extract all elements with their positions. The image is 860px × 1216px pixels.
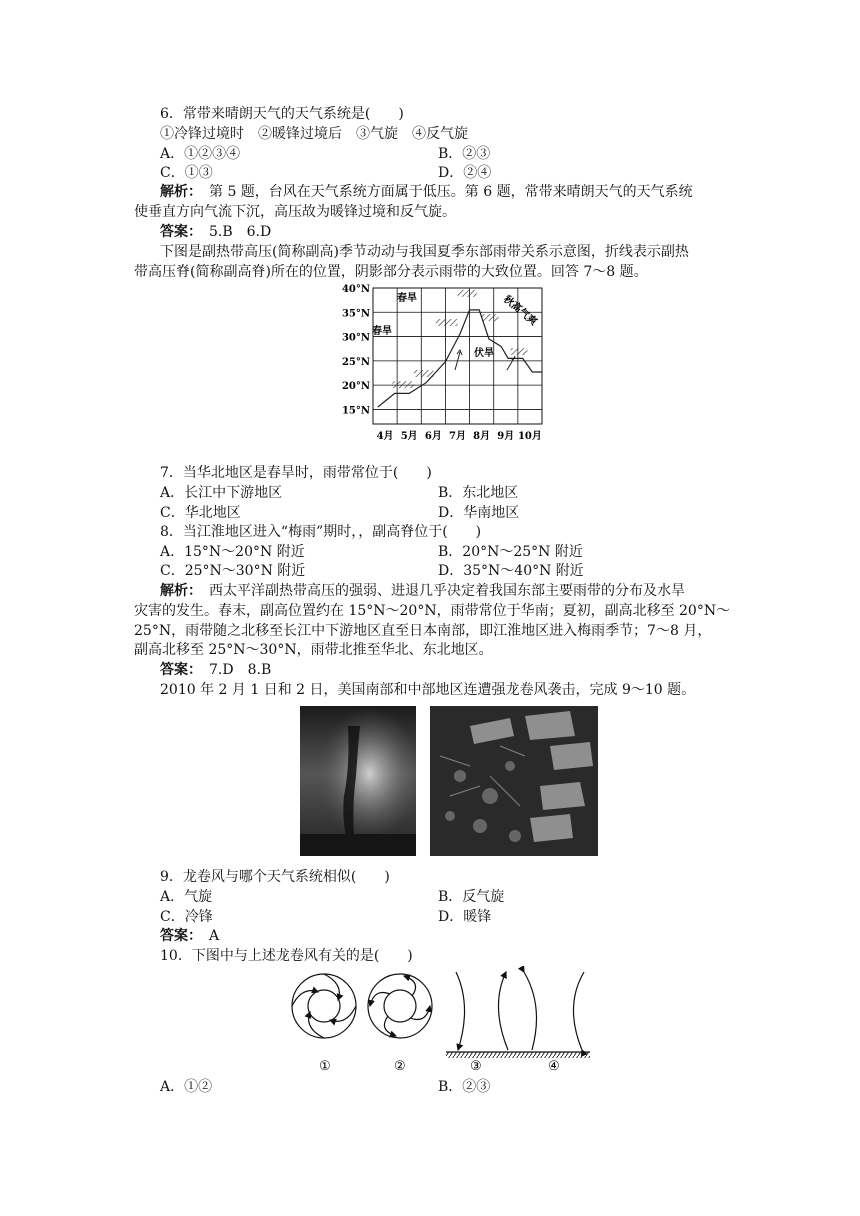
- x-tick-label: 8月: [473, 431, 491, 442]
- x-tick-label: 5月: [400, 431, 418, 442]
- jiexi78-line4: 副高北移至 25°N～30°N，雨带北推至华北、东北地区。: [134, 642, 493, 658]
- y-tick-label: 30°N: [341, 332, 370, 344]
- q6-option-b: B．②③: [438, 146, 491, 162]
- intro78-line1: 下图是副热带高压(简称副高)季节动动与我国夏季东部雨带关系示意图，折线表示副热: [160, 244, 689, 260]
- fig-label-2: ②: [394, 1059, 406, 1074]
- rain-band: [392, 381, 414, 388]
- q8-option-b: B．20°N～25°N 附近: [438, 544, 583, 560]
- q8-option-c: C．25°N～30°N 附近: [160, 563, 306, 579]
- q7-option-b: B．东北地区: [438, 485, 519, 501]
- label-chunhan-top: 春旱: [397, 293, 417, 304]
- x-tick-label: 4月: [376, 431, 394, 442]
- q10-option-a: A．①②: [160, 1079, 213, 1095]
- y-tick-labels: [342, 284, 370, 416]
- jiexi78-line2: 灾害的发生。春末，副高位置约在 15°N～20°N，雨带常位于华南；夏初，副高北移至 20°N～: [134, 603, 731, 619]
- jiexi78-text: 西太平洋副热带高压的强弱、进退几乎决定着我国东部主要雨带的分布及水旱: [195, 583, 685, 599]
- daan-label: 答案：: [160, 928, 195, 944]
- jiexi56-text: 第 5 题，台风在天气系统方面属于低压。第 6 题，常带来晴朗天气的天气系统: [195, 184, 693, 200]
- q7-option-d: D．华南地区: [438, 505, 520, 521]
- x-tick-label: 10月: [517, 431, 542, 442]
- q7-option-a: A．长江中下游地区: [160, 485, 283, 501]
- jiexi56-line2: 使垂直方向气流下沉，高压故为暖锋过境和反气旋。: [134, 204, 456, 220]
- jiexi-label: 解析：: [160, 184, 195, 200]
- q10-stem: 10．下图中与上述龙卷风有关的是( ): [160, 948, 413, 964]
- q8-stem: 8．当江淮地区进入“梅雨”期时，，副高脊位于( ): [160, 524, 482, 540]
- jiexi56-line1: [160, 182, 693, 202]
- x-tick-label: 9月: [497, 431, 515, 442]
- y-tick-label: 35°N: [341, 308, 370, 320]
- q6-option-c: C．①③: [160, 165, 213, 181]
- q9-stem: 9．龙卷风与哪个天气系统相似( ): [160, 869, 390, 885]
- tornado-photo: [300, 706, 416, 856]
- q8-option-a: A．15°N～20°N 附近: [160, 544, 305, 560]
- y-tick-label: 15°N: [341, 405, 370, 417]
- ridge-line: [378, 310, 542, 407]
- fig-label-1: ①: [319, 1059, 331, 1074]
- label-qiugao: 秋高气爽: [501, 293, 539, 329]
- rain-band: [511, 348, 528, 355]
- q9-option-a: A．气旋: [160, 889, 213, 905]
- rain-band: [482, 314, 499, 321]
- q6-option-d: D．②④: [438, 165, 492, 181]
- fig2-anticyclone-diagram: [368, 974, 432, 1038]
- rain-band: [436, 319, 458, 326]
- daan78: [160, 660, 271, 680]
- fig-label-4: ④: [548, 1059, 560, 1074]
- daan-label: 答案：: [160, 662, 195, 678]
- label-chunhan-left: 春旱: [372, 326, 392, 337]
- q9-option-c: C．冷锋: [160, 909, 213, 925]
- y-tick-label: 40°N: [341, 284, 370, 295]
- subtropical-high-chart: [335, 282, 550, 460]
- jiexi78-line3: 25°N，雨带随之北移至长江中下游地区直至日本南部，即江淮地区进入梅雨季节；7～8 月，: [134, 623, 712, 639]
- y-tick-label: 20°N: [341, 381, 370, 393]
- daan56: [160, 222, 271, 242]
- jiexi-label: 解析：: [160, 583, 195, 599]
- daan56-text: 5.B 6.D: [195, 224, 272, 240]
- damage-aerial-photo: [430, 706, 598, 856]
- q7-stem: 7．当华北地区是春旱时，雨带常位于( ): [160, 465, 432, 481]
- q9-option-b: B．反气旋: [438, 889, 505, 905]
- fig3-convergence-diagram: [446, 972, 518, 1052]
- q10-figures: [286, 966, 596, 1076]
- fig-label-3: ③: [470, 1059, 482, 1074]
- daan-label: 答案：: [160, 224, 195, 240]
- daan78-text: 7.D 8.B: [195, 662, 272, 678]
- q7-option-c: C．华北地区: [160, 505, 241, 521]
- q6-items: ①冷锋过境时 ②暖锋过境后 ③气旋 ④反气旋: [160, 126, 468, 142]
- fig1-cyclone-diagram: [292, 974, 356, 1038]
- rain-band: [414, 370, 433, 377]
- q8-option-d: D．35°N～40°N 附近: [438, 563, 584, 579]
- fig4-divergence-diagram: [518, 972, 590, 1052]
- q6-stem: 6．常带来晴朗天气的天气系统是( ): [160, 106, 404, 122]
- q9-option-d: D．暖锋: [438, 909, 492, 925]
- intro910: 2010 年 2 月 1 日和 2 日，美国南部和中部地区连遭强龙卷风袭击，完成 9～10 题。: [160, 682, 696, 698]
- label-fuhan: 伏旱: [474, 348, 494, 359]
- daan9-text: A: [195, 928, 220, 944]
- rain-band: [458, 290, 477, 297]
- intro78-line2: 带高压脊(简称副高脊)所在的位置，阴影部分表示雨带的大致位置。回答 7～8 题。: [134, 264, 648, 280]
- q6-option-a: A．①②③④: [160, 146, 241, 162]
- x-tick-label: 6月: [424, 431, 442, 442]
- daan9: [160, 926, 219, 946]
- x-tick-label: 7月: [449, 431, 466, 442]
- q10-option-b: B．②③: [438, 1079, 491, 1095]
- jiexi78-line1: [160, 581, 685, 601]
- y-tick-label: 25°N: [341, 356, 370, 368]
- x-tick-labels: [377, 429, 542, 442]
